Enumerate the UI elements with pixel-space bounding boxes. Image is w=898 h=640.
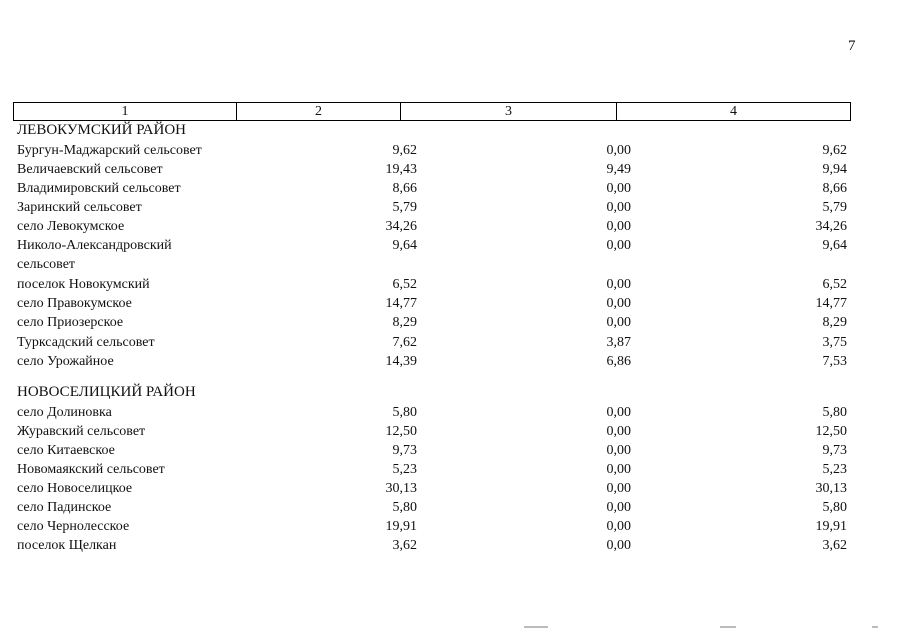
scan-mark <box>872 626 878 628</box>
value-col-3: 0,00 <box>606 143 631 158</box>
value-col-2: 5,79 <box>392 200 417 215</box>
value-col-3: 0,00 <box>606 181 631 196</box>
row-name: село Приозерское <box>17 315 124 330</box>
value-col-2: 6,52 <box>392 277 417 292</box>
value-col-2: 5,80 <box>392 405 417 420</box>
table-row <box>17 160 851 179</box>
row-name: Новомаякский сельсовет <box>17 462 165 477</box>
table-row <box>17 352 851 371</box>
value-col-4: 8,29 <box>822 315 847 330</box>
value-col-2: 8,66 <box>392 181 417 196</box>
table-row <box>17 403 851 422</box>
table-row <box>17 536 851 555</box>
table-row <box>17 313 851 332</box>
row-name: Бургун-Маджарский сельсовет <box>17 143 202 158</box>
row-name: Владимировский сельсовет <box>17 181 181 196</box>
value-col-2: 9,73 <box>392 443 417 458</box>
value-col-2: 8,29 <box>392 315 417 330</box>
value-col-4: 5,80 <box>822 405 847 420</box>
value-col-2: 5,23 <box>392 462 417 477</box>
value-col-3: 0,00 <box>606 519 631 534</box>
table-row <box>17 217 851 236</box>
value-col-2: 19,43 <box>385 162 417 177</box>
district-title: НОВОСЕЛИЦКИЙ РАЙОН <box>17 384 196 400</box>
value-col-2: 14,77 <box>385 296 417 311</box>
value-col-3: 0,00 <box>606 481 631 496</box>
value-col-3: 0,00 <box>606 219 631 234</box>
row-name: поселок Щелкан <box>17 538 117 553</box>
table-row <box>17 294 851 313</box>
table-row <box>17 333 851 352</box>
value-col-3: 9,49 <box>606 162 631 177</box>
table-row <box>17 141 851 160</box>
value-col-4: 7,53 <box>822 354 847 369</box>
table-row <box>17 517 851 536</box>
value-col-4: 8,66 <box>822 181 847 196</box>
value-col-4: 19,91 <box>815 519 847 534</box>
row-name: село Правокумское <box>17 296 132 311</box>
header-col-4: 4 <box>616 103 850 120</box>
table-row <box>17 275 851 294</box>
value-col-4: 3,75 <box>822 335 847 350</box>
row-name: Заринский сельсовет <box>17 200 142 215</box>
value-col-4: 9,94 <box>822 162 847 177</box>
value-col-3: 0,00 <box>606 238 631 253</box>
table-header <box>13 102 851 121</box>
value-col-3: 0,00 <box>606 277 631 292</box>
value-col-2: 7,62 <box>392 335 417 350</box>
scan-mark <box>720 626 736 628</box>
value-col-3: 0,00 <box>606 500 631 515</box>
value-col-2: 9,62 <box>392 143 417 158</box>
table-row <box>17 422 851 441</box>
value-col-2: 3,62 <box>392 538 417 553</box>
row-name: село Китаевское <box>17 443 115 458</box>
value-col-3: 0,00 <box>606 200 631 215</box>
value-col-2: 14,39 <box>385 354 417 369</box>
row-name: село Урожайное <box>17 354 114 369</box>
table-row <box>17 198 851 217</box>
table-row <box>17 441 851 460</box>
row-name: Николо-Александровский сельсовет <box>17 238 172 272</box>
value-col-3: 0,00 <box>606 462 631 477</box>
value-col-3: 0,00 <box>606 315 631 330</box>
value-col-2: 12,50 <box>385 424 417 439</box>
value-col-3: 0,00 <box>606 443 631 458</box>
row-name: село Чернолесское <box>17 519 130 534</box>
header-col-2: 2 <box>236 103 400 120</box>
value-col-4: 34,26 <box>815 219 847 234</box>
value-col-3: 6,86 <box>606 354 631 369</box>
row-name: Турксадский сельсовет <box>17 335 155 350</box>
value-col-3: 3,87 <box>606 335 631 350</box>
table-row <box>17 179 851 198</box>
value-col-4: 5,79 <box>822 200 847 215</box>
value-col-4: 3,62 <box>822 538 847 553</box>
value-col-3: 0,00 <box>606 424 631 439</box>
table-row <box>17 498 851 517</box>
value-col-4: 14,77 <box>815 296 847 311</box>
value-col-4: 9,62 <box>822 143 847 158</box>
value-col-3: 0,00 <box>606 538 631 553</box>
row-name: Журавский сельсовет <box>17 424 146 439</box>
row-name: село Долиновка <box>17 405 112 420</box>
value-col-4: 5,80 <box>822 500 847 515</box>
value-col-4: 9,64 <box>822 238 847 253</box>
value-col-4: 30,13 <box>815 481 847 496</box>
value-col-3: 0,00 <box>606 296 631 311</box>
table-row <box>17 479 851 498</box>
value-col-4: 5,23 <box>822 462 847 477</box>
value-col-4: 9,73 <box>822 443 847 458</box>
value-col-2: 30,13 <box>385 481 417 496</box>
value-col-4: 6,52 <box>822 277 847 292</box>
header-col-3: 3 <box>400 103 616 120</box>
district-title: ЛЕВОКУМСКИЙ РАЙОН <box>17 122 187 138</box>
scan-mark <box>524 626 548 628</box>
row-name: село Новоселицкое <box>17 481 133 496</box>
row-name: поселок Новокумский <box>17 277 150 292</box>
page-number: 7 <box>848 38 856 54</box>
value-col-2: 9,64 <box>392 238 417 253</box>
value-col-2: 34,26 <box>385 219 417 234</box>
header-col-1: 1 <box>121 104 129 119</box>
value-col-2: 19,91 <box>385 519 417 534</box>
value-col-2: 5,80 <box>392 500 417 515</box>
row-name: село Левокумское <box>17 219 125 234</box>
value-col-4: 12,50 <box>815 424 847 439</box>
table-row <box>17 236 851 274</box>
row-name: село Падинское <box>17 500 112 515</box>
table-row <box>17 460 851 479</box>
value-col-3: 0,00 <box>606 405 631 420</box>
row-name: Величаевский сельсовет <box>17 162 163 177</box>
